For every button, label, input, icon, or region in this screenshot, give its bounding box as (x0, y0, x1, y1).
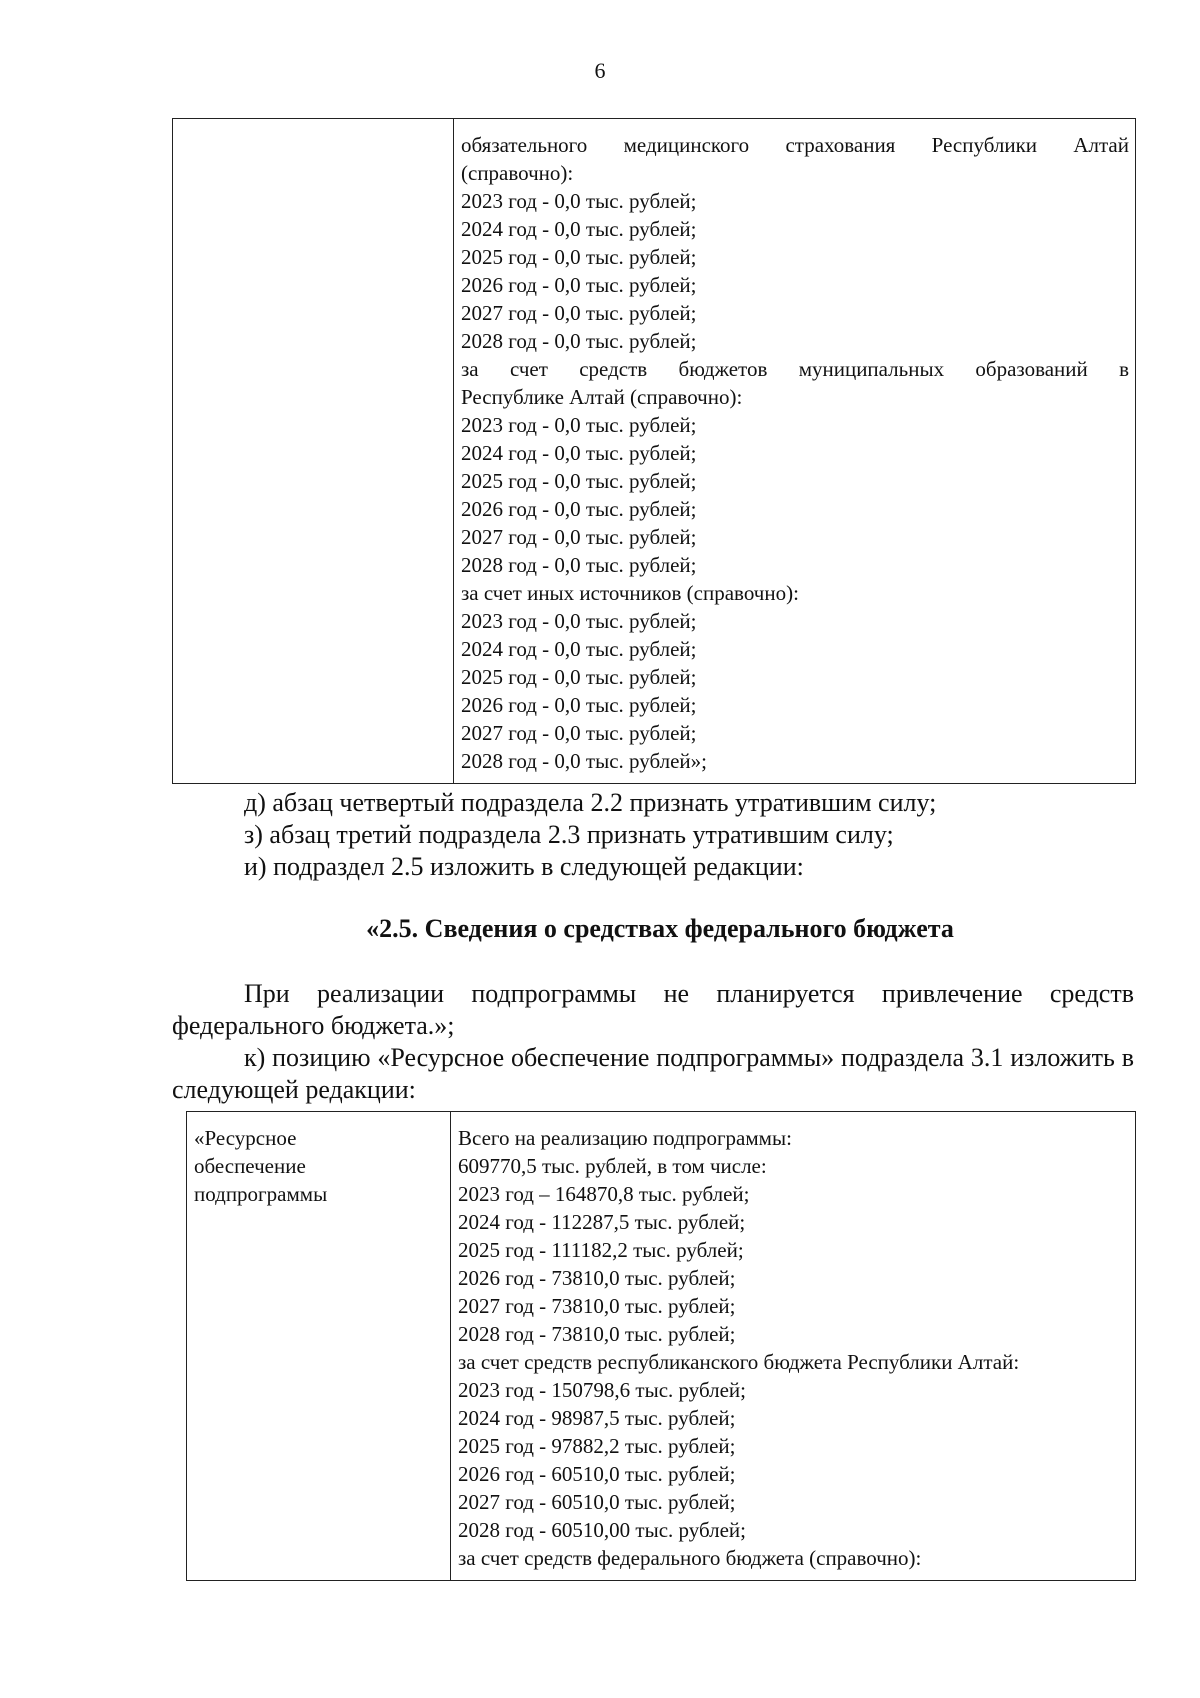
text-line: 2023 год - 150798,6 тыс. рублей; (458, 1378, 747, 1402)
text-line: 2025 год - 0,0 тыс. рублей; (461, 469, 697, 493)
table-row (187, 1112, 1136, 1581)
text-line: 2025 год - 0,0 тыс. рублей; (461, 665, 697, 689)
funding-lines-group (461, 159, 1129, 355)
label-line: подпрограммы (194, 1182, 328, 1206)
text-line: 2026 год - 0,0 тыс. рублей; (461, 273, 697, 297)
text-line: 2028 год - 0,0 тыс. рублей»; (461, 749, 708, 773)
amendment-item: з) абзац третий подраздела 2.3 признать утратившим силу; (244, 820, 894, 849)
text-line: 2028 год - 60510,00 тыс. рублей; (458, 1518, 747, 1542)
text-line: 2028 год - 0,0 тыс. рублей; (461, 553, 697, 577)
text-line: за счет средств федерального бюджета (справочно): (458, 1546, 922, 1570)
text-line: 2027 год - 60510,0 тыс. рублей; (458, 1490, 736, 1514)
amendment-item: и) подраздел 2.5 изложить в следующей редакции: (244, 852, 804, 881)
label-line: «Ресурсное (194, 1126, 297, 1150)
paragraph: к) позицию «Ресурсное обеспечение подпрограммы» подраздела 3.1 изложить в следующей редакции: (172, 1043, 1134, 1104)
table-row (173, 119, 1136, 784)
funding-lines-group (461, 383, 1129, 775)
label-line: обеспечение (194, 1154, 306, 1178)
paragraph: При реализации подпрограммы не планируется привлечение средств федерального бюджета.»; (172, 979, 1134, 1040)
amendment-item: д) абзац четвертый подраздела 2.2 признать утратившим силу; (244, 788, 937, 817)
text-line: 2027 год - 0,0 тыс. рублей; (461, 721, 697, 745)
funding-lines-group (458, 1124, 1129, 1572)
text-line: 2024 год - 0,0 тыс. рублей; (461, 637, 697, 661)
text-line: 2026 год - 73810,0 тыс. рублей; (458, 1266, 736, 1290)
body-paragraphs (172, 978, 1134, 1106)
text-line: Всего на реализацию подпрограммы: (458, 1126, 792, 1150)
text-line: 2028 год - 73810,0 тыс. рублей; (458, 1322, 736, 1346)
text-line: 2025 год - 0,0 тыс. рублей; (461, 245, 697, 269)
text-line: 2024 год - 0,0 тыс. рублей; (461, 441, 697, 465)
text-line: за счет средств республиканского бюджета Республики Алтай: (458, 1350, 1020, 1374)
text-line: 2027 год - 0,0 тыс. рублей; (461, 301, 697, 325)
text-line: 2023 год - 0,0 тыс. рублей; (461, 413, 697, 437)
text-line: обязательного медицинского страхования Республики Алтай (461, 133, 1129, 157)
text-line: (справочно): (461, 161, 574, 185)
text-line: 2025 год - 97882,2 тыс. рублей; (458, 1434, 736, 1458)
text-line: 2024 год - 0,0 тыс. рублей; (461, 217, 697, 241)
text-line: 609770,5 тыс. рублей, в том числе: (458, 1154, 767, 1178)
text-line: 2027 год - 73810,0 тыс. рублей; (458, 1294, 736, 1318)
text-line: 2025 год - 111182,2 тыс. рублей; (458, 1238, 744, 1262)
text-line: за счет средств бюджетов муниципальных образований в (461, 357, 1129, 381)
text-line: 2028 год - 0,0 тыс. рублей; (461, 329, 697, 353)
table-cell-position-label (187, 1112, 451, 1581)
text-line: 2023 год - 0,0 тыс. рублей; (461, 609, 697, 633)
text-line: 2026 год - 0,0 тыс. рублей; (461, 693, 697, 717)
text-line: Республике Алтай (справочно): (461, 385, 743, 409)
text-line: 2023 год – 164870,8 тыс. рублей; (458, 1182, 750, 1206)
table-cell-resource-details (451, 1112, 1136, 1581)
text-line: 2023 год - 0,0 тыс. рублей; (461, 189, 697, 213)
amendments-list (172, 787, 1134, 883)
page-number: 6 (594, 58, 606, 83)
text-line: 2024 год - 98987,5 тыс. рублей; (458, 1406, 736, 1430)
section-heading: «2.5. Сведения о средствах федерального бюджета (366, 914, 954, 943)
text-line: 2024 год - 112287,5 тыс. рублей; (458, 1210, 746, 1234)
table-cell-label-empty (173, 119, 454, 784)
resource-support-table (186, 1111, 1136, 1581)
text-line: 2026 год - 60510,0 тыс. рублей; (458, 1462, 736, 1486)
text-line: за счет иных источников (справочно): (461, 581, 799, 605)
text-line: 2026 год - 0,0 тыс. рублей; (461, 497, 697, 521)
table-cell-funding-details (454, 119, 1136, 784)
funding-table-continued (172, 118, 1136, 784)
text-line: 2027 год - 0,0 тыс. рублей; (461, 525, 697, 549)
